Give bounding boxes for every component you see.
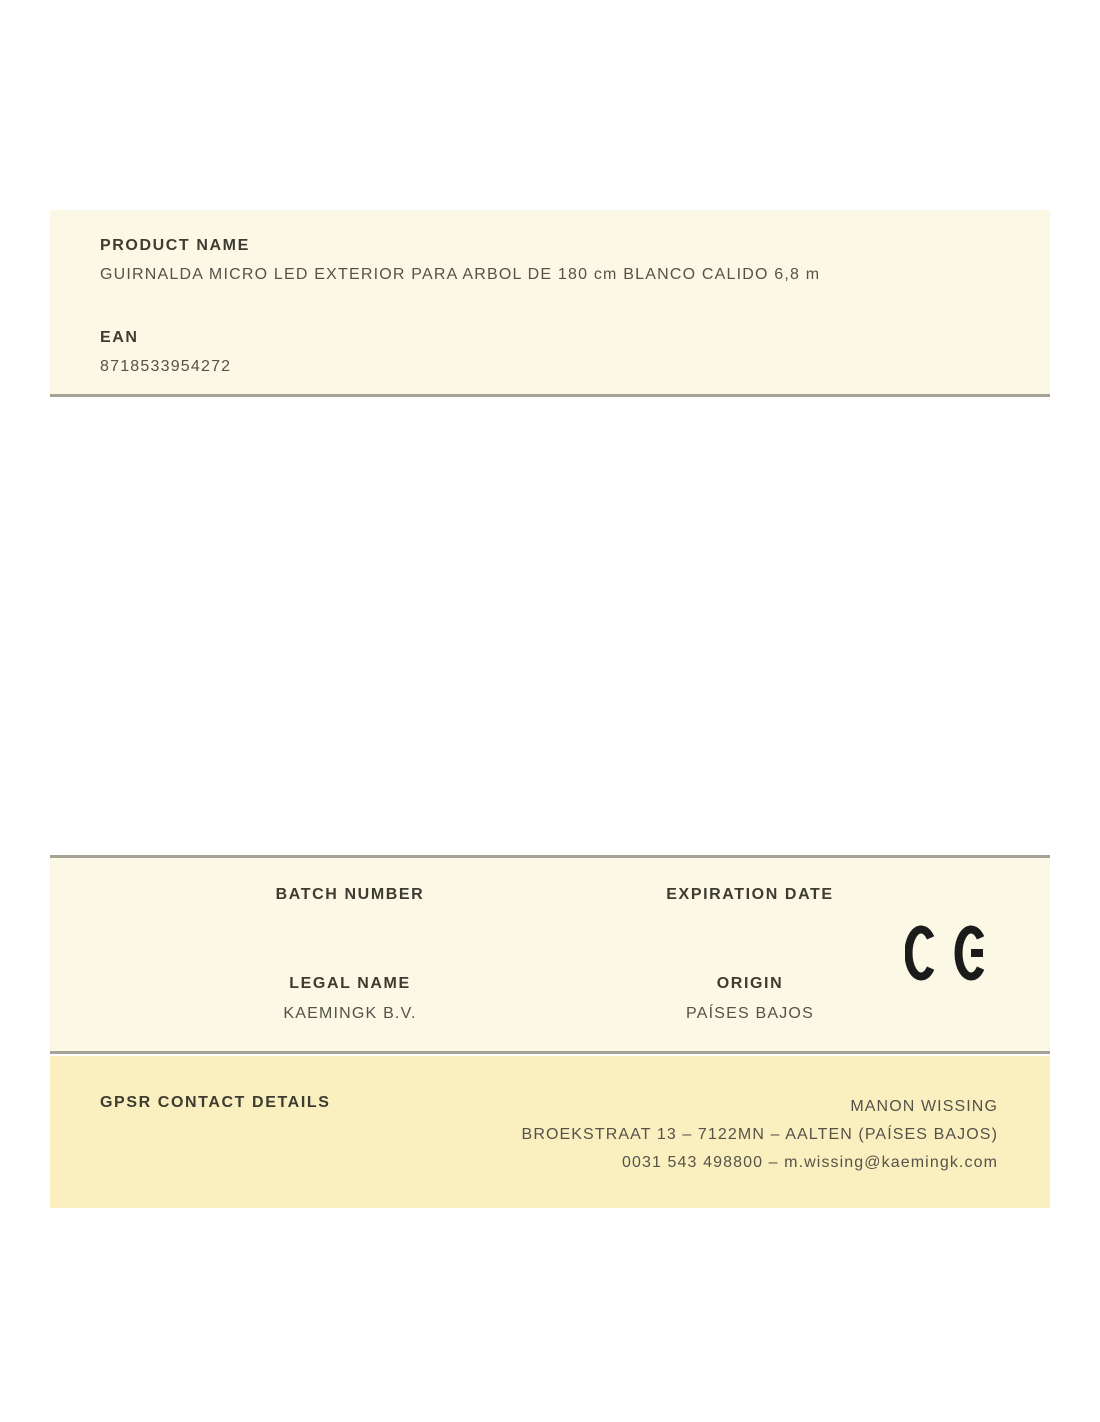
batch-info-section <box>50 855 1050 1054</box>
gpsr-contact-block <box>522 1093 998 1177</box>
origin-value: PAÍSES BAJOS <box>686 1005 814 1022</box>
product-name-label: PRODUCT NAME <box>100 237 250 254</box>
contact-address: BROEKSTRAAT 13 – 7122MN – AALTEN (PAÍSES BAJOS) <box>521 1126 998 1143</box>
contact-phone-email: 0031 543 498800 – m.wissing@kaemingk.com <box>622 1154 998 1171</box>
legal-name-value: KAEMINGK B.V. <box>283 1005 417 1022</box>
legal-name-label: LEGAL NAME <box>289 975 411 992</box>
origin-label: ORIGIN <box>716 975 784 992</box>
ean-label: EAN <box>100 329 139 346</box>
product-name-value: GUIRNALDA MICRO LED EXTERIOR PARA ARBOL DE 180 cm BLANCO CALIDO 6,8 m <box>100 266 821 283</box>
product-info-section <box>50 210 1050 397</box>
contact-name: MANON WISSING <box>850 1098 998 1115</box>
expiration-date-label: EXPIRATION DATE <box>666 886 834 903</box>
ce-mark-icon <box>905 925 987 981</box>
gpsr-contact-details-label: GPSR CONTACT DETAILS <box>100 1094 331 1111</box>
batch-number-label: BATCH NUMBER <box>275 886 425 903</box>
gpsr-contact-section <box>50 1056 1050 1208</box>
ean-value: 8718533954272 <box>100 358 232 375</box>
